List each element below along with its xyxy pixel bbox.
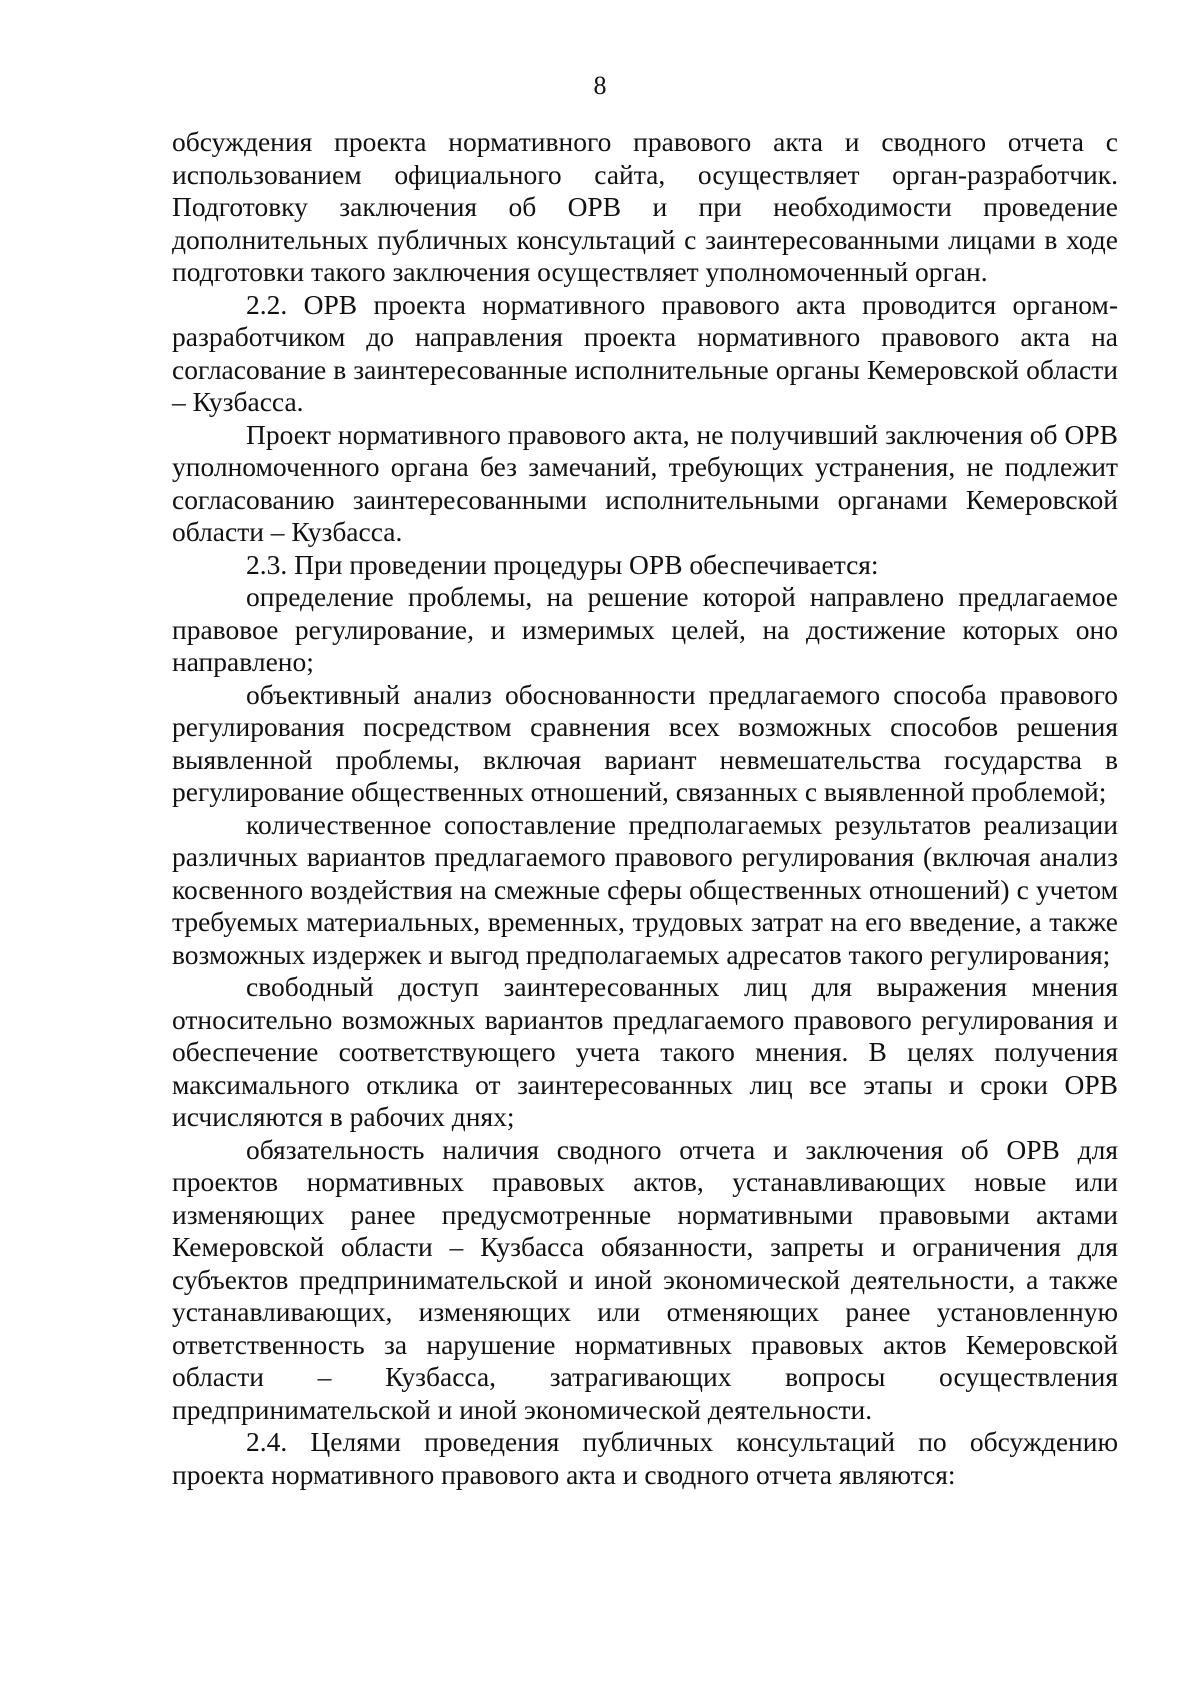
document-body xyxy=(172,126,1118,1491)
paragraph-free-access: свободный доступ заинтересованных лиц для выражения мнения относительно возможных вариантов предлагаемого правового регулирования и обеспечение соответствующего учета такого мнения. В целях получения максимального отклика от заинтересованных лиц все этапы и сроки ОРВ исчисляются в рабочих днях; xyxy=(172,971,1118,1132)
paragraph-2-2: 2.2. ОРВ проекта нормативного правового акта проводится органом-разработчиком до направления проекта нормативного правового акта на согласование в заинтересованные исполнительные органы Кемеровской области – Кузбасса. xyxy=(172,288,1118,417)
paragraph-2-3: 2.3. При проведении процедуры ОРВ обеспечивается: xyxy=(246,548,879,580)
paragraph-continuation: обсуждения проекта нормативного правового акта и сводного отчета с использованием официального сайта, осуществляет орган-разработчик. Подготовку заключения об ОРВ и при необходимости проведение дополнительных публичных консультаций с заинтересованными лицами в ходе подготовки такого заключения осуществляет уполномоченный орган. xyxy=(172,126,1118,287)
paragraph-mandatory-report: обязательность наличия сводного отчета и заключения об ОРВ для проектов нормативных правовых актов, устанавливающих новые или изменяющих ранее предусмотренные нормативными правовыми актами Кемеровской области – Кузбасса обязанности, запреты и ограничения для субъектов предпринимательской и иной экономической деятельности, а также устанавливающих, изменяющих или отменяющих ранее установленную ответственность за нарушение нормативных правовых актов Кемеровской области – Кузбасса, затрагивающих вопросы осуществления предпринимательской и иной экономической деятельности. xyxy=(172,1133,1118,1425)
paragraph-objective-analysis: объективный анализ обоснованности предлагаемого способа правового регулирования посредством сравнения всех возможных способов решения выявленной проблемы, включая вариант невмешательства государства в регулирование общественных отношений, связанных с выявленной проблемой; xyxy=(172,678,1118,807)
paragraph-quantitative-comparison: количественное сопоставление предполагаемых результатов реализации различных вариантов предлагаемого правового регулирования (включая анализ косвенного воздействия на смежные сферы общественных отношений) с учетом требуемых материальных, временных, трудовых затрат на его введение, а также возможных издержек и выгод предполагаемых адресатов такого регулирования; xyxy=(172,808,1118,970)
paragraph-problem-definition: определение проблемы, на решение которой направлено предлагаемое правовое регулирование, и измеримых целей, на достижение которых оно направлено; xyxy=(172,581,1118,677)
paragraph-project-not-approved: Проект нормативного правового акта, не получивший заключения об ОРВ уполномоченного органа без замечаний, требующих устранения, не подлежит согласованию заинтересованными исполнительными органами Кемеровской области – Кузбасса. xyxy=(172,418,1118,547)
page-number: 8 xyxy=(593,71,607,100)
paragraph-2-4: 2.4. Целями проведения публичных консультаций по обсуждению проекта нормативного правового акта и сводного отчета являются: xyxy=(172,1426,1118,1490)
